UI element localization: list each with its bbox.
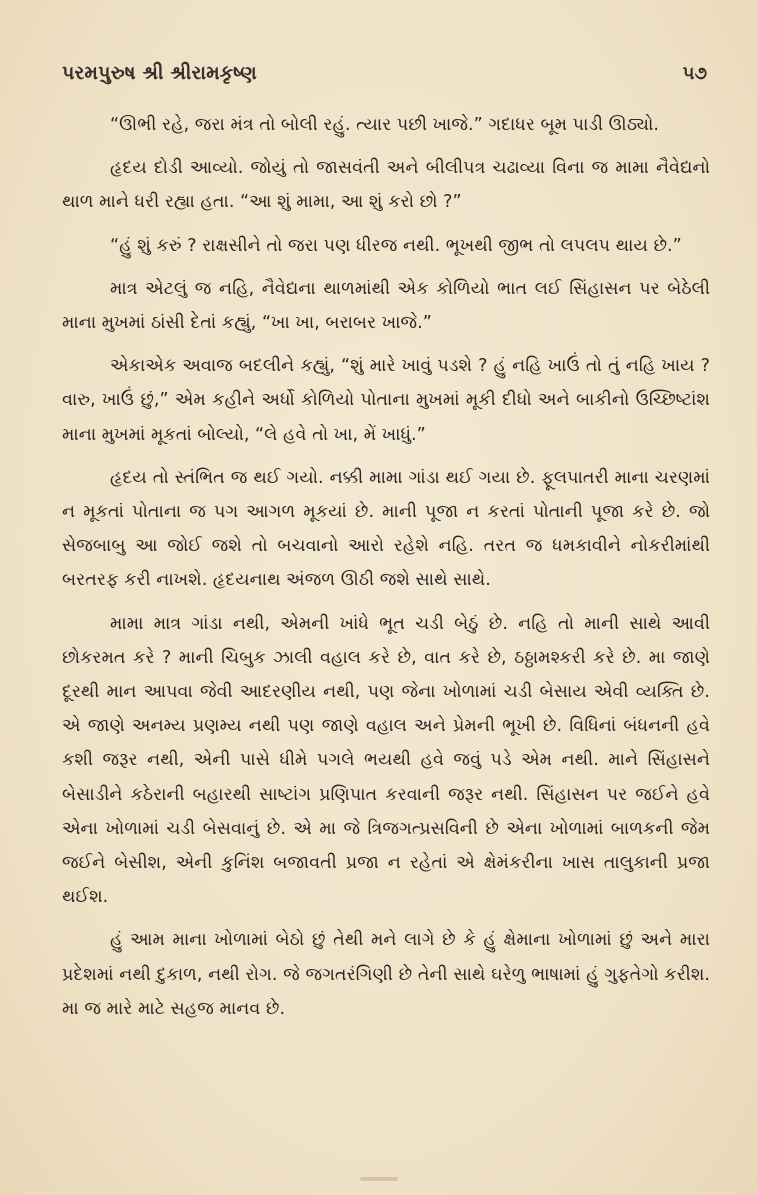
running-title: પરમપુરુષ શ્રી શ્રીરામકૃષ્ણ [62,62,257,84]
body-text [62,108,710,1026]
paragraph-6: હૃદય તો સ્તંભિત જ થઈ ગયો. નક્કી મામા ગાંડા થઈ ગયા છે. ફૂલપાતરી માના ચરણમાં ન મૂકતાં પોતાના જ પગ આગળ મૂકયાં છે. માની પૂજા ન કરતાં પોતાની પૂજા કરે છે. જો સેજબાબુ આ જોઈ જશે તો બચવાનો આરો રહેશે નહિ. તરત જ ધમકાવીને નોકરીમાંથી બરતરફ કરી નાખશે. હૃદયનાથ અંજળ ઊઠી જશે સાથે સાથે. [62,467,710,591]
page-header [62,58,707,88]
page-number: ૫૭ [682,62,707,84]
paragraph-2: હૃદય દોડી આવ્યો. જોયું તો જાસવંતી અને બીલીપત્ર ચઢાવ્યા વિના જ મામા નૈવેદ્યનો થાળ માને ધરી રહ્યા હતા. “આ શું મામા, આ શું કરો છો ?” [62,158,710,213]
paragraph-5: એકાએક અવાજ બદલીને કહ્યું, “શું મારે ખાવું પડશે ? હું નહિ ખાઉં તો તું નહિ ખાય ? વારુ, ખાઉં છું,” એમ કહીને અર્ધો કોળિયો પોતાના મુખમાં મૂકી દીધો અને બાકીનો ઉચ્છિષ્ટાંશ માના મુખમાં મૂકતાં બોલ્યો, “લે હવે તો ખા, મેં ખાધું.” [62,356,710,445]
print-smudge [360,1177,398,1181]
paragraph-7: મામા માત્ર ગાંડા નથી, એમની ખાંધે ભૂત ચડી બેઠું છે. નહિ તો માની સાથે આવી છોકરમત કરે ? માની ચિબુક ઝાલી વહાલ કરે છે, વાત કરે છે, ઠઠ્ઠામશ્કરી કરે છે. મા જાણે દૂરથી માન આપવા જેવી આદરણીય નથી, પણ જેના ખોળામાં ચડી બેસાય એવી વ્યક્તિ છે. એ જાણે અનમ્ય પ્રણમ્ય નથી પણ જાણે વહાલ અને પ્રેમની ભૂખી છે. વિધિનાં બંધનની હવે કશી જરૂર નથી, એની પાસે ધીમે પગલે ભયથી હવે જવું પડે એમ નથી. માને સિંહાસને બેસાડીને કઠેરાની બહારથી સાષ્ટાંગ પ્રણિપાત કરવાની જરૂર નથી. સિંહાસન પર જઈને હવે એના ખોળામાં ચડી બેસવાનું છે. એ મા જે ત્રિજગત્પ્રસવિની છે એના ખોળામાં બાળકની જેમ જઈને બેસીશ, એની કુનિંશ બજાવતી પ્રજા ન રહેતાં એ ક્ષેમંકરીના ખાસ તાલુકાની પ્રજા થઈશ. [62,613,710,908]
paragraph-8: હું આમ માના ખોળામાં બેઠો છું તેથી મને લાગે છે કે હું ક્ષેમાના ખોળામાં છું અને મારા પ્રદેશમાં નથી દુકાળ, નથી રોગ. જે જગતરંગિણી છે તેની સાથે ઘરેળુ ભાષામાં હું ગુફતેગો કરીશ. મા જ મારે માટે સહજ માનવ છે. [62,930,710,1019]
paragraph-3: “હું શું કરું ? રાક્ષસીને તો જરા પણ ધીરજ નથી. ભૂખથી જીભ તો લપલપ થાય છે.” [110,235,682,256]
paragraph-4: માત્ર એટલું જ નહિ, નૈવેદ્યના થાળમાંથી એક કોળિયો ભાત લઈ સિંહાસન પર બેઠેલી માના મુખમાં ઠાંસી દેતાં કહ્યું, “ખા ખા, બરાબર ખાજે.” [62,278,710,334]
paragraph-1: “ઊભી રહે, જરા મંત્ર તો બોલી રહું. ત્યાર પછી ખાજે.” ગદાધર બૂમ પાડી ઊઠ્યો. [110,115,660,135]
